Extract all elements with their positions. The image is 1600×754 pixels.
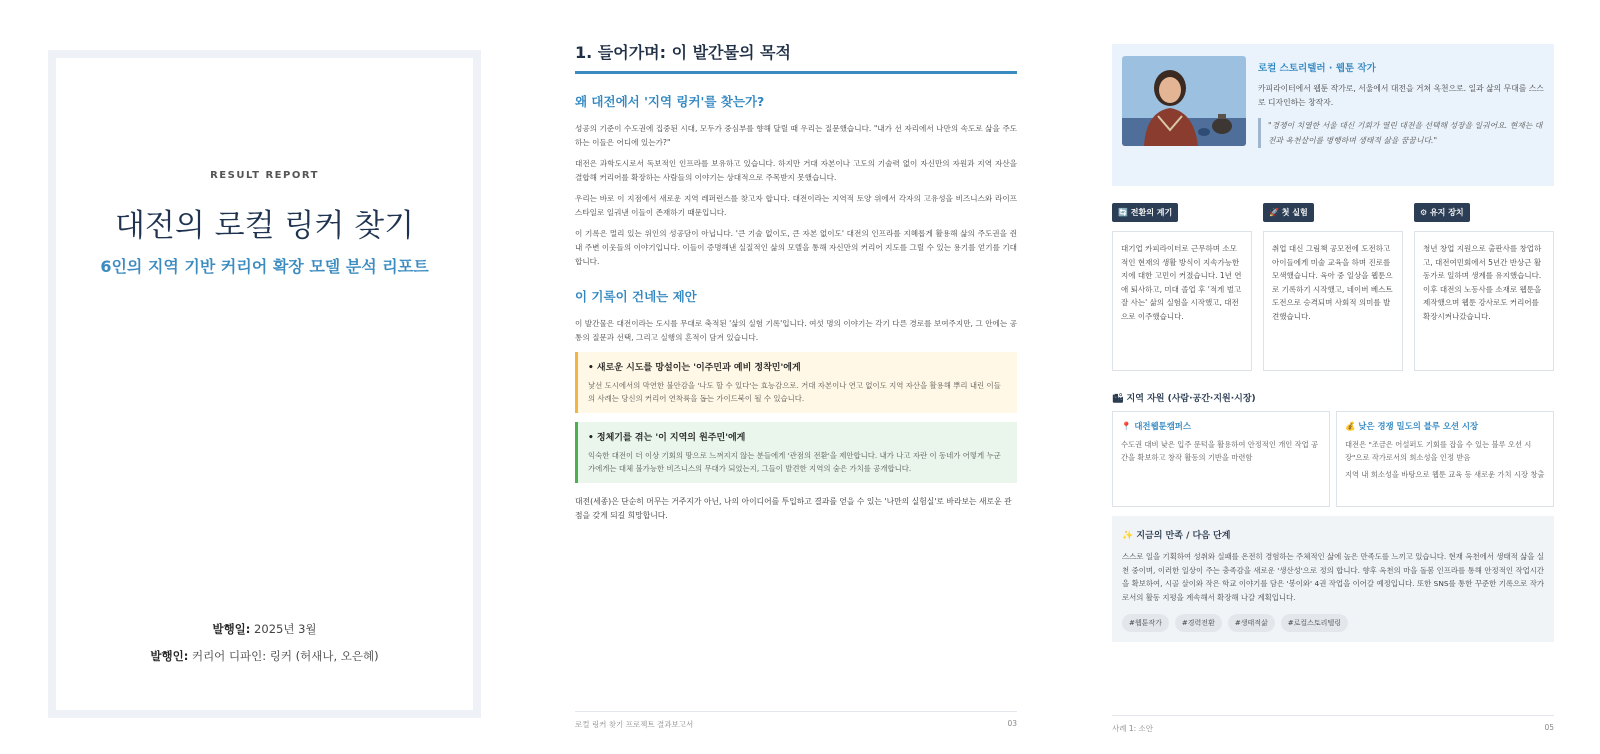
cover-publisher	[56, 648, 473, 664]
profile-info	[1258, 56, 1544, 174]
callout-natives-body: 익숙한 대전이 더 이상 기회의 땅으로 느껴지지 않는 분들에게 '관점의 전환'을 제안합니다. 내가 나고 자란 이 동네가 어떻게 누군가에게는 대체 불가능한 비즈니스의 무대가 되었는지, 그들이 발견한 지역의 숨은 가치를 공개합니다.	[588, 451, 1001, 473]
intro-heading: 1. 들어가며: 이 발간물의 목적	[575, 40, 1017, 74]
person-illustration-icon	[1122, 56, 1246, 146]
intro-footer-title: 로컬 링커 찾기 프로젝트 결과보고서	[575, 720, 694, 729]
sustaining-body: 청년 창업 지원으로 출판사를 창업하고, 대전여민회에서 5년간 반상근 활동가로 일하며 생계를 유지했습니다. 이후 대전의 노동사를 소재로 웹툰을 제작했으며 웹툰 강사로도 커리어를 확장시켜나갔습니다.	[1414, 231, 1554, 371]
sustaining-badge: ⚙ 유지 장치	[1414, 203, 1470, 222]
resource-blue-ocean-title: 💰 낮은 경쟁 밀도의 블루 오션 시장	[1345, 421, 1479, 431]
profile-card	[1112, 44, 1554, 186]
status-body: 스스로 일을 기획하여 성취와 실패를 온전히 경험하는 주체적인 삶에 높은 만족도를 느끼고 있습니다. 현재 옥천에서 생태적 삶을 실천 중이며, 이러한 일상이 주는 충족감을 새로운 '생산성'으로 정의 합니다. 향후 옥천의 마을 돌봄 인프라를 통해 안정적인 작업시간을 확보하여, 시골 살이와 작은 학교 이야기를 담은 '봉이와' 4권 작업을 이어갈 예정입니다. 또한 SNS를 통한 꾸준한 기록으로 작가로서의 활동 지평을 계속해서 확장해 나갈 계획입니다.	[1122, 552, 1544, 602]
cover-date	[56, 621, 473, 637]
resource-webtoon-campus-title: 📍 대전웹툰캠퍼스	[1121, 421, 1191, 431]
cover-title: 대전의 로컬 링커 찾기	[114, 208, 415, 244]
hashtag-list	[1122, 614, 1544, 632]
column-turning-point	[1112, 200, 1252, 371]
hashtag: #경력전환	[1175, 614, 1222, 632]
intro-paragraph: 이 기록은 멀리 있는 위인의 성공담이 아닙니다. '큰 기술 없이도, 큰 자본 없이도' 대전의 인프라를 지혜롭게 활용해 삶의 주도권을 쥔 내 주변 이웃들의 이야기입니다. 이들이 증명해낸 실질적인 삶의 모델을 통해 자신만의 커리어 지도를 그릴 수 있는 용기를 얻기를 기대합니다.	[575, 229, 1017, 266]
intro-page	[575, 40, 1017, 730]
profile-quote: "경쟁이 치열한 서울 대신 기회가 열린 대전을 선택해 성장을 일궈어요. 현재는 대전과 옥천살이를 병행하며 생태적 삶을 꿈꿉니다."	[1258, 118, 1544, 148]
first-experiment-body: 취업 대신 그림책 공모전에 도전하고 아이들에게 미술 교육을 하며 진로를 모색했습니다. 육아 중 일상을 웹툰으로 기록하기 시작했고, 네이버 베스트도전으로 승격되며 사회적 의미를 발견했습니다.	[1263, 231, 1403, 371]
profile-role: 로컬 스토리텔러 · 웹툰 작가	[1258, 63, 1376, 74]
profile-description: 카피라이터에서 웹툰 작가로, 서울에서 대전을 거쳐 옥천으로. 일과 삶의 무대를 스스로 디자인하는 창작자.	[1258, 84, 1544, 107]
story-columns	[1112, 200, 1554, 371]
resource-webtoon-campus	[1112, 411, 1330, 507]
intro-paragraph: 우리는 바로 이 지점에서 새로운 지역 레퍼런스를 찾고자 합니다. 대전이라는 지역적 토양 위에서 각자의 고유성을 비즈니스와 라이프스타일로 일궈낸 이들이 존재하기 때문입니다.	[575, 194, 1017, 217]
turning-point-body: 대기업 카피라이터로 근무하며 소모적인 현재의 생활 방식이 지속가능한지에 대한 고민이 커졌습니다. 1년 연애 퇴사하고, 미대 졸업 후 '적게 벌고 잘 사는' 삶의 실험을 시작했고, 대전으로 이주했습니다.	[1112, 231, 1252, 371]
status-title: ✨ 지금의 만족 / 다음 단계	[1122, 531, 1231, 541]
intro-section2-title: 이 기록이 건네는 제안	[575, 289, 697, 304]
callout-migrants	[575, 352, 1017, 413]
hashtag: #웹툰작가	[1122, 614, 1169, 632]
callout-natives-title: • 정체기를 겪는 '이 지역의 원주민'에게	[588, 433, 746, 443]
resource-webtoon-campus-body: 수도권 대비 낮은 입주 문턱을 활용하여 안정적인 개인 작업 공간을 확보하고 창작 활동의 기반을 마련함	[1121, 440, 1319, 462]
intro-paragraph: 대전은 과학도시로서 독보적인 인프라를 보유하고 있습니다. 하지만 거대 자본이나 고도의 기술력 없이 자신만의 자원과 지역 자산을 결합해 커리어를 확장하는 사람들의 이야기는 상대적으로 주목받지 못했습니다.	[575, 159, 1017, 182]
cover-publisher-label: 발행인:	[150, 649, 189, 663]
column-first-experiment	[1263, 200, 1403, 371]
column-sustaining	[1414, 200, 1554, 371]
intro-section1-title: 왜 대전에서 '지역 링커'를 찾는가?	[575, 94, 765, 109]
cover-subtitle: 6인의 지역 기반 커리어 확장 모델 분석 리포트	[100, 257, 429, 276]
callout-migrants-title: • 새로운 시도를 망설이는 '이주민과 예비 정착민'에게	[588, 363, 801, 373]
profile-photo	[1122, 56, 1246, 146]
cover-sheet	[56, 58, 473, 710]
intro-footer	[575, 711, 1017, 730]
intro-paragraph: 성공의 기준이 수도권에 집중된 시대, 모두가 중심부를 향해 달릴 때 우리는 질문했습니다. "내가 선 자리에서 나만의 속도로 삶을 주도하는 이들은 어디에 있는가?"	[575, 124, 1017, 147]
callout-migrants-body: 낯선 도시에서의 막연한 불안감을 '나도 할 수 있다'는 효능감으로. 거대 자본이나 연고 없이도 지역 자산을 활용해 뿌리 내린 이들의 사례는 당신의 커리어 연착륙을 돕는 가이드북이 될 수 있습니다.	[588, 381, 1001, 403]
hashtag: #생태적삶	[1228, 614, 1275, 632]
cover-publisher-value: 커리어 디파인: 링커 (허새나, 오은혜)	[188, 649, 379, 663]
intro-page-number: 03	[1007, 719, 1017, 728]
resources-title: 🏙 지역 자원 (사람·공간·지원·시장)	[1112, 394, 1256, 404]
resource-blue-ocean-body: 지역 내 희소성을 바탕으로 웹툰 교육 등 새로운 가치 시장 창출	[1345, 470, 1545, 479]
intro-section2-paragraph: 이 발간물은 대전이라는 도시를 무대로 축적된 '삶의 실험 기록'입니다. 여섯 명의 이야기는 각기 다른 경로를 보여주지만, 그 안에는 공통의 질문과 선택, 그리고 실행의 흔적이 담겨 있습니다.	[575, 319, 1017, 342]
cover-date-value: 2025년 3월	[250, 622, 317, 636]
cover-page	[48, 50, 481, 718]
case-page	[1112, 44, 1554, 734]
resource-blue-ocean-body: 대전은 "조금은 어설퍼도 기회를 잡을 수 있는 블루 오션 시장"으로 작가로서의 희소성을 인정 받음	[1345, 440, 1532, 462]
case-page-number: 05	[1544, 723, 1554, 732]
hashtag: #로컬스토리텔링	[1281, 614, 1348, 632]
cover-eyebrow: RESULT REPORT	[210, 170, 319, 181]
cover-date-label: 발행일:	[212, 622, 251, 636]
resource-blue-ocean	[1336, 411, 1554, 507]
callout-natives	[575, 422, 1017, 483]
status-section	[1112, 516, 1554, 642]
resources-row	[1112, 411, 1554, 507]
first-experiment-badge: 🚀 첫 실험	[1263, 203, 1314, 222]
intro-closing: 대전(세종)은 단순히 머무는 거주지가 아닌, 나의 아이디어를 투입하고 결과를 얻을 수 있는 '나만의 실험실'로 바라보는 새로운 관점을 갖게 되길 희망합니다.	[575, 497, 1012, 520]
case-footer	[1112, 715, 1554, 734]
turning-point-badge: 🔄 전환의 계기	[1112, 203, 1178, 222]
case-footer-title: 사례 1: 소안	[1112, 724, 1154, 733]
